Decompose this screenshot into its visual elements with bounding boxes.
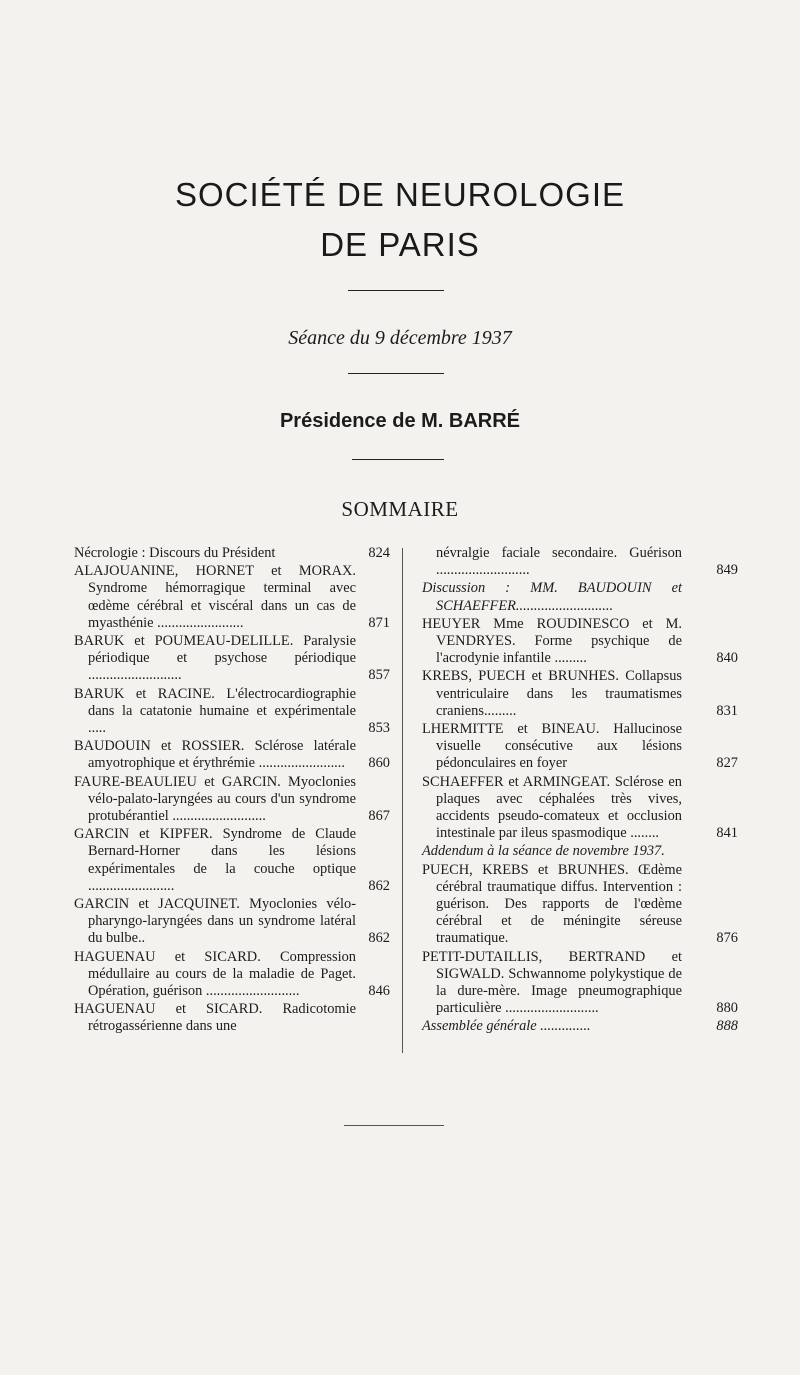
entry-text: BARUK et RACINE. L'électrocardiographie dans la catatonie humaine et expérimentale .....	[74, 685, 356, 737]
entry-page: 849	[716, 562, 738, 579]
summary-entry[interactable]	[422, 843, 740, 860]
entry-page: 853	[368, 720, 390, 737]
summary-entry[interactable]	[422, 668, 740, 720]
entry-text: GARCIN et JACQUINET. Myoclonies vélo-pharyngo-laryngées dans un syndrome latéral du bulbe..	[74, 896, 356, 947]
entry-text: PETIT-DUTAILLIS, BERTRAND et SIGWALD. Schwannome polykystique de la dure-mère. Image pneumographique particulière ..........................	[422, 948, 682, 1017]
summary-entry[interactable]	[74, 686, 390, 738]
entry-text: Discussion : MM. BAUDOUIN et SCHAEFFER...........................	[422, 580, 682, 614]
entry-page: 846	[368, 983, 390, 1000]
divider	[348, 290, 444, 291]
society-title-line-2: DE PARIS	[320, 226, 480, 263]
summary-entry[interactable]	[74, 563, 390, 632]
entry-text: HAGUENAU et SICARD. Radicotomie rétrogassérienne dans une	[74, 1001, 356, 1035]
summary-entry[interactable]	[74, 1001, 390, 1035]
entry-page: 857	[368, 667, 390, 684]
entry-page: 840	[716, 650, 738, 667]
entry-text: BAUDOUIN et ROSSIER. Sclérose latérale amyotrophique et érythrémie ........................	[74, 738, 356, 772]
entry-page: 871	[368, 614, 390, 631]
summary-entry[interactable]	[422, 721, 740, 773]
divider	[344, 1125, 444, 1126]
divider	[348, 373, 444, 374]
summary-entry[interactable]	[422, 862, 740, 948]
summary-entry[interactable]	[422, 949, 740, 1018]
presidency-line: Présidence de M. BARRÉ	[279, 410, 521, 432]
summary-entry[interactable]	[74, 633, 390, 685]
entry-page: 880	[716, 1000, 738, 1017]
entry-page: 841	[716, 825, 738, 842]
summary-entry[interactable]	[74, 826, 390, 895]
entry-page: 860	[368, 755, 390, 772]
entry-text: SCHAEFFER et ARMINGEAT. Sclérose en plaques avec céphalées très vives, accidents pseudo-comateux et occlusion intestinale par ileus spasmodique ........	[422, 773, 682, 842]
session-date: Séance du 9 décembre 1937	[288, 327, 512, 349]
summary-entry[interactable]	[74, 774, 390, 826]
summary-entry[interactable]	[422, 545, 740, 579]
entry-text: GARCIN et KIPFER. Syndrome de Claude Bernard-Horner dans les lésions expérimentales de la couche optique ........................	[74, 826, 356, 894]
entry-page: 827	[716, 755, 738, 772]
entry-page: 831	[716, 702, 738, 719]
entry-page: 876	[716, 930, 738, 947]
entry-text: Nécrologie : Discours du Président	[74, 545, 276, 561]
summary-entry[interactable]	[74, 949, 390, 1001]
entry-text: névralgie faciale secondaire. Guérison ..........................	[436, 545, 682, 579]
entry-page: 867	[368, 808, 390, 825]
entry-text: HEUYER Mme ROUDINESCO et M. VENDRYES. Forme psychique de l'acrodynie infantile .........	[422, 615, 682, 667]
summary-entry[interactable]	[422, 1018, 740, 1035]
summary-entry[interactable]	[422, 774, 740, 843]
entry-page: 862	[368, 930, 390, 947]
entry-text: HAGUENAU et SICARD. Compression médullaire au cours de la maladie de Paget. Opération, guérison ..........................	[74, 948, 356, 1000]
entry-text: PUECH, KREBS et BRUNHES. Œdème cérébral traumatique diffus. Intervention : guérison. Des rapports de l'œdème cérébral et de méningite séreuse traumatique.	[422, 861, 682, 947]
summary-entry[interactable]	[74, 896, 390, 948]
entry-text: FAURE-BEAULIEU et GARCIN. Myoclonies vélo-palato-laryngées au cours d'un syndrome protubérantiel ..........................	[74, 773, 356, 825]
summary-heading: SOMMAIRE	[341, 497, 459, 521]
entry-page: 888	[716, 1018, 738, 1035]
entry-text: LHERMITTE et BINEAU. Hallucinose visuelle consécutive aux lésions pédonculaires en foyer	[422, 721, 682, 772]
society-title-line-1: SOCIÉTÉ DE NEUROLOGIE	[174, 176, 626, 213]
summary-column-right	[422, 545, 740, 1037]
entry-page: 824	[368, 545, 390, 561]
entry-text: ALAJOUANINE, HORNET et MORAX. Syndrome hémorragique terminal avec œdème cérébral et viscéral dans un cas de myasthénie ........................	[74, 563, 356, 631]
column-divider	[402, 548, 403, 1053]
divider	[352, 459, 444, 460]
entry-page: 862	[368, 877, 390, 894]
summary-column-left	[74, 545, 390, 1037]
entry-text: KREBS, PUECH et BRUNHES. Collapsus ventriculaire dans les traumatismes craniens.........	[422, 668, 682, 719]
summary-entry[interactable]	[422, 616, 740, 668]
entry-text: Assemblée générale ..............	[422, 1018, 591, 1035]
summary-entry[interactable]	[74, 545, 390, 562]
entry-text: Addendum à la séance de novembre 1937.	[422, 843, 665, 860]
summary-entry[interactable]	[74, 738, 390, 772]
entry-text: BARUK et POUMEAU-DELILLE. Paralysie périodique et psychose périodique ..........................	[74, 633, 356, 684]
summary-entry[interactable]	[422, 580, 740, 614]
